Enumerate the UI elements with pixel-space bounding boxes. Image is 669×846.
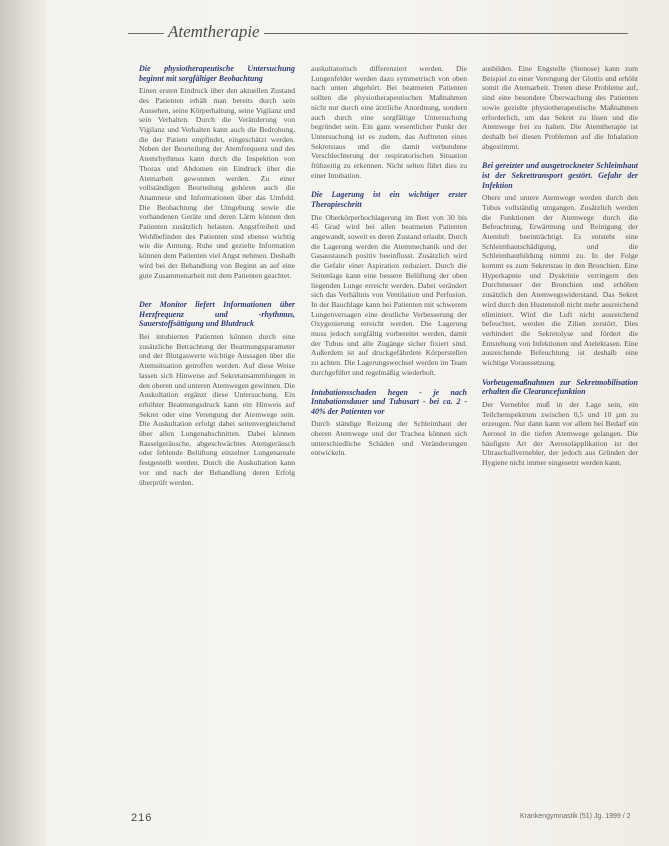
header-rule-right <box>264 33 628 34</box>
body-paragraph: Die Oberkörperhochlagerung im Bett von 30 bis 45 Grad wird bei allen beatmeten Patienten angewandt, soweit es deren Zustand erlaubt. Durch die Lagerung werden die Atemmechanik und der Gasaustausch positiv beeinflusst. Zusätzlich wird die Gefahr einer Aspiration reduziert. Durch die Seitenlage kann eine bessere Belüftung der oben liegenden Lunge erreicht werden. Dabei verändert sich das Verhältnis von Ventilation und Perfusion. In der Bauchlage kann bei Patienten mit schwerem Lungenversagen eine deutliche Verbesserung der Oxygenierung erreicht werden. Die Lagerung muss jedoch sorgfältig vorbereitet werden, damit der Tubus und alle Zugänge sicher fixiert sind. Außerdem ist auf druckgefährdete Körperstellen zu achten. Die Lagerungswechsel werden im Team durchgeführt und regelmäßig wiederholt. <box>311 212 467 377</box>
body-paragraph: Obere und untere Atemwege werden durch den Tubus vollständig umgangen. Zusätzlich werden die Funktionen der Atemwege durch die Befeuchtung, Erwärmung und Reinigung der Atemluft beeinträchtigt. Es entsteht eine Schleimhautschädigung, und die Schleimhautbildung nimmt zu. In der Folge kommt es zum Sekretstau in den Bronchien. Eine Hyperkapnie und Dyskrinie verringern den Durchmesser der Bronchien und erhöhen zusätzlich den Atemwegswiderstand. Das Sekret wird durch den Hustenstoß nicht mehr ausreichend eliminiert. Wird die Luft nicht ausreichend befeuchtet, werden die Zilien zerstört. Dies verhindert die Sekretolyse und fördert die Entstehung von Infektionen und Atelektasen. Eine ausreichende Befeuchtung ist deshalb eine wichtige Voraussetzung. <box>482 193 638 368</box>
page-binding-shadow <box>0 0 46 846</box>
subheading: Der Monitor liefert Informationen über Herzfrequenz und -rhythmus, Sauerstoffsättigung und Blutdruck <box>139 300 295 329</box>
page-number: 216 <box>131 812 153 824</box>
journal-info: Krankengymnastik (51) Jg. 1999 / 2 <box>520 813 631 820</box>
subheading: Vorbeugemaßnahmen zur Sekretmobilisation erhalten die Clearancefunktion <box>482 377 638 397</box>
section-title: Atemtherapie <box>168 22 260 41</box>
section-header <box>128 22 638 44</box>
text-column-1 <box>139 64 295 497</box>
body-paragraph: ausbilden. Eine Engstelle (Stenose) kann zum Beispiel zu einer Verengung der Glottis und erhöht somit die Atemarbeit. Treten diese Probleme auf, sind eine besondere Überwachung des Patienten sowie gezielte physiotherapeutische Maßnahmen erforderlich, um das Sekret zu lösen und die Atemwege frei zu halten. Die Atemtherapie ist deshalb bei diesen Problemen auf die Inhalation abgestimmt. <box>482 64 638 151</box>
subheading: Die Lagerung ist ein wichtiger erster Therapieschritt <box>311 190 467 210</box>
subheading: Intubationsschaden hegen - je nach Intubationsdauer und Tubusart - bei ca. 2 - 40% der Patienten vor <box>311 387 467 416</box>
subheading: Die physiotherapeutische Untersuchung beginnt mit sorgfältiger Beobachtung <box>139 64 295 83</box>
text-column-3 <box>482 64 638 478</box>
subheading: Bei gereizter und ausgetrockneter Schleimhaut ist der Sekrettransport gestört. Gefahr der Infektion <box>482 161 638 190</box>
text-column-2 <box>311 64 467 468</box>
body-paragraph: Durch ständige Reizung der Schleimhaut der oberen Atemwege und der Trachea können sich unterschiedliche Schäden und Veränderungen entwickeln. <box>311 419 467 458</box>
body-paragraph: Der Vernebler muß in der Lage sein, ein Teilchenspektrum zwischen 0,5 und 10 µm zu erzeugen. Nur dann kann vor allem bei Bedarf ein Aerosol in die tiefen Atemwege gelangen. Die häufigste Art der Aerosolapplikation ist der Ultraschallvernebler, der jedoch aus Gründen der Hygiene nicht immer eingesetzt werden kann. <box>482 399 638 468</box>
body-paragraph: auskultatorisch differenziert werden. Die Lungenfelder werden dazu symmetrisch von oben nach unten abgehört. Bei beatmeten Patienten sollten die physiotherapeutischen Maßnahmen nicht nur durch eine ärztliche Anordnung, sondern auch durch eine sorgfältige Untersuchung begründet sein. Ein ganz wesentlicher Punkt der Untersuchung ist es zudem, das Auftreten eines Sekretstaus und die damit verbundene Verschlechterung der respiratorischen Situation frühzeitig zu erkennen. Nicht selten führt dies zu einer Intubation. <box>311 64 467 180</box>
header-rule-left <box>128 33 164 34</box>
body-paragraph: Einen ersten Eindruck über den aktuellen Zustand des Patienten erhält man bereits durch sein Aussehen, seine Körperhaltung, seine Vigilanz und sein Verhalten. Durch die Veränderung von Vigilanz und Verhalten kann auch die Bedrohung, die der Patient empfindet, eingeschätzt werden. Neben der Beurteilung der Atemfrequenz und des Atemrhythmus kann durch die Inspektion von Thorax und Abdomen ein Eindruck über die Atemarbeit gewonnen werden. Zu einer vollständigen Beurteilung gehören auch die Anamnese und Informationen über das Umfeld. Die Beobachtung der Umgebung sowie die vorhandenen Geräte und deren Lärm können den Patienten zusätzlich belasten. Angstfreiheit und Wohlbefinden des Patienten sind ebenso wichtig wie die Atmung. Ruhe und gezielte Information können dem Patienten viel Angst nehmen. Deshalb wird bei der Behandlung von Beginn an auf eine gute Zusammenarbeit mit dem Patienten geachtet. <box>139 86 295 280</box>
body-paragraph: Bei intubierten Patienten können durch eine zusätzliche Betrachtung der Beatmungsparameter und der Blutgaswerte wichtige Aussagen über die Atemsituation getroffen werden. Auf diese Weise lassen sich Hinweise auf Sekretansammlungen in den oberen und unteren Atemwegen gewinnen. Die Auskultation ergänzt diese Untersuchung. Ein erhöhter Beatmungsdruck kann ein Hinweis auf Sekret oder eine Verengung der Atemwege sein. Die Auskultation erfolgt dabei seitenvergleichend über allen Lungenabschnitten. Dabei können Rasselgeräusche, abgeschwächtes Atemgeräusch oder fehlende Belüftung einzelner Lungenareale festgestellt werden. Durch die Auskultation kann vor und nach der Behandlung deren Erfolg überprüft werden. <box>139 332 295 487</box>
